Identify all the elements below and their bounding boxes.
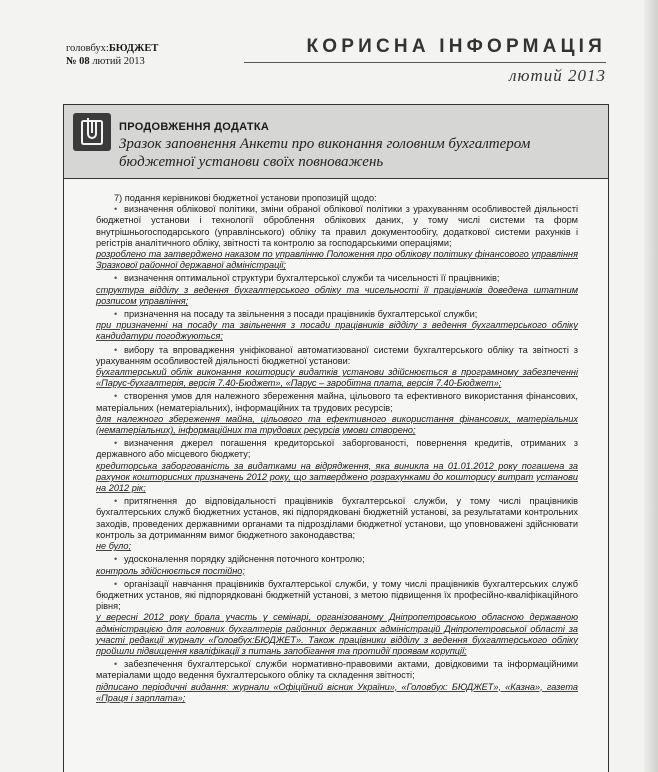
list-item: • вибору та впровадження уніфікованої автоматизованої системи бухгалтерського обліку та звітності з урахуванням особливостей діяльності бюджетної установи:: [96, 344, 578, 366]
issue-date: лютий 2013: [92, 56, 145, 67]
item-answer: бухгалтерський облік виконання кошторису видатків установи здійснюється в програмному забезпеченні «Парус-бухгалтерія, версія 7.40-Бюджет», «Парус – заробітна плата, версія 7.40-Бюджет»;: [96, 367, 578, 389]
list-item: • притягнення до відповідальності працівників бухгалтерської служби, у тому числі працівників бухгалтерських служб бюджетних установ, які підпорядковані бюджетній установі, за результатами контрольних заходів, проведених державними органами та підрозділами бюджетної установи, що уповноважені здійснювати контроль за дотриманням вимог бюджетного законодавства;: [96, 496, 578, 540]
page-edge-shadow: [644, 0, 658, 772]
list-item: • організації навчання працівників бухгалтерської служби, у тому числі працівників бухгалтерських служб бюджетних установ, які підпорядковані бюджетній установі, з метою підвищення їх професійно-кваліфікаційного рівня;: [96, 578, 578, 612]
list-item: • створення умов для належного збереження майна, цільового та ефективного використання фінансових, матеріальних (нематеріальних), інформаційних та трудових ресурсів;: [96, 391, 578, 413]
publication-brand: БЮДЖЕТ: [108, 43, 159, 54]
list-item: • забезпечення бухгалтерської служби нормативно-правовими актами, довідковими та інформаційними матеріалами щодо ведення бухгалтерського обліку та складення звітності;: [96, 659, 578, 681]
bullet-icon: •: [114, 309, 118, 320]
section-intro: 7) подання керівникові бюджетної установи пропозицій щодо:: [114, 193, 377, 203]
issue-number: № 08: [66, 56, 90, 67]
item-answer: при призначенні на посаду та звільнення з посади працівників відділу з ведення бухгалтерського обліку кандидатури погоджуються;: [96, 320, 578, 342]
list-item: • визначення облікової політики, зміни обраної облікової політики з урахуванням особливостей діяльності бюджетної установи і технології оброблення облікових даних, у тому числі системи та форм внутрішньогосподарського (управлінського) обліку та правил документообігу, додаткової системи рахунків і регістрів аналітичного обліку, звітності та контролю за господарськими операціями;: [96, 204, 578, 248]
item-answer: контроль здійснюється постійно;: [96, 565, 245, 576]
publication-prefix: головбух:: [66, 43, 109, 54]
section-title: КОРИСНА ІНФОРМАЦІЯ: [306, 36, 606, 57]
bullet-icon: •: [114, 273, 118, 284]
bullet-icon: •: [114, 496, 118, 507]
item-answer: розроблено та затверджено наказом по управлінню Положення про облікову політику фінансового управління Зразкової районної державної адміністрації;: [96, 249, 578, 271]
list-item: • призначення на посаду та звільнення з посади працівників бухгалтерської служби;: [114, 309, 478, 320]
bullet-icon: •: [114, 554, 118, 565]
item-answer: структура відділу з ведення бухгалтерського обліку та чисельності її працівників доведена штатним розписом управління;: [96, 284, 578, 306]
item-answer: підписано періодичні видання: журнали «Офіційний вісник України», «Головбух: БЮДЖЕТ», «Казна», газета «Праця і зарплата»;: [96, 681, 578, 703]
bullet-icon: •: [114, 438, 118, 449]
appendix-banner: [64, 105, 608, 179]
item-answer: у вересні 2012 року брала участь у семінарі, організованому Дніпропетровською обласною державною адміністрацією для головних бухгалтерів районних державних адміністрацій Дніпропетровської області за участі редакції журналу «Головбух:БЮДЖЕТ». Також працівники відділу з ведення бухгалтерського обліку пройшли підвищення кваліфікації з питань запобігання та протидії проявам корупції;: [96, 612, 578, 656]
header-divider: [244, 62, 606, 63]
questionnaire-body: [96, 193, 578, 706]
item-answer: для належного збереження майна, цільового та ефективного використання фінансових, матеріальних (нематеріальних), інформаційних та трудових ресурсів умови створено;: [96, 413, 578, 436]
bullet-icon: •: [114, 344, 118, 355]
item-answer: не було;: [96, 541, 132, 552]
paperclip-note-icon: [73, 113, 111, 151]
publication-info: [66, 42, 158, 68]
item-answer: кредиторська заборгованість за видатками на відрядження, яка виникла на 01.01.2012 року погашена за рахунок кошторисних призначень 2012 року, що затверджено розрахунками до кошторису витрат установи на 2012 рік;: [96, 460, 578, 494]
section-month: лютий 2013: [509, 66, 606, 85]
bullet-icon: •: [114, 204, 118, 215]
list-item: • визначення джерел погашення кредиторської заборгованості, повернення кредитів, отриманих з державного або місцевого бюджету;: [96, 438, 578, 460]
list-item: • удосконалення порядку здійснення поточного контролю;: [114, 554, 365, 565]
appendix-subtitle: Зразок заповнення Анкети про виконання головним бухгалтером бюджетної установи своїх повноважень: [119, 136, 531, 170]
appendix-label: ПРОДОВЖЕННЯ ДОДАТКА: [119, 121, 270, 133]
list-item: • визначення оптимальної структури бухгалтерської служби та чисельності її працівників;: [114, 273, 500, 284]
bullet-icon: •: [114, 659, 118, 670]
bullet-icon: •: [114, 578, 118, 589]
bullet-icon: •: [114, 391, 118, 402]
